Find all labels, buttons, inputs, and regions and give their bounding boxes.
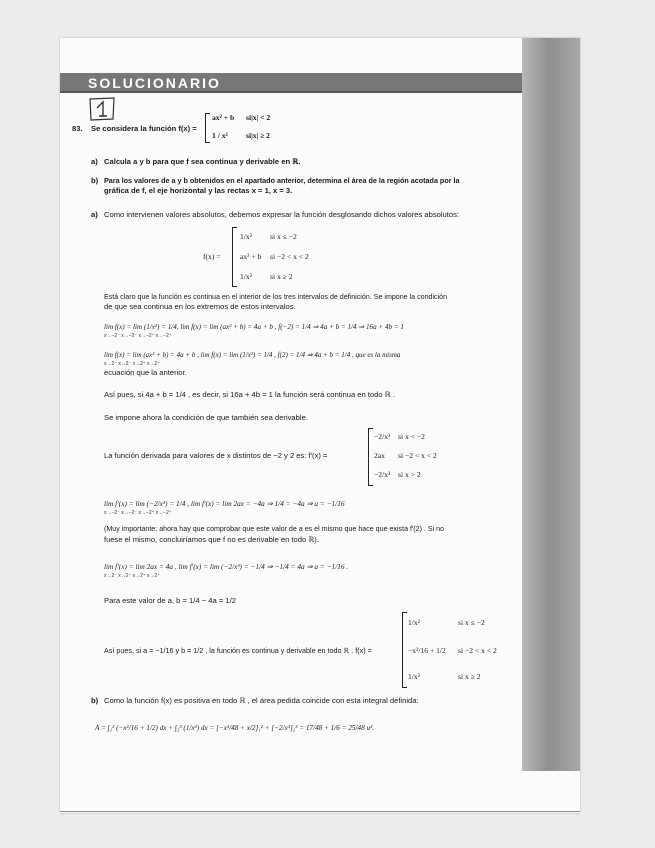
solution-a-label: a) [91,210,98,219]
continuity-conclusion: Así pues, si 4a + b = 1/4 , es decir, si 16a + 4b = 1 la función será continua en todo ℝ . [104,390,395,399]
part-b-label: b) [91,176,99,185]
solution-b-text: Como la función f(x) es positiva en todo ℝ , el área pedida coincide con esta integral definida: [104,696,419,705]
page-title: SOLUCIONARIO [88,75,221,91]
part-a-text: Calcula a y b para que f sea continua y derivable en ℝ. [104,157,301,166]
piece1-expr: 1/x² [240,232,252,241]
page-right-shadow [522,38,580,771]
def-case1-cond: si|x| < 2 [246,113,271,122]
dpiece3-cond: si x > 2 [398,470,421,479]
brace [205,113,210,143]
def-case1-expr: ax² + b [212,113,235,122]
dpiece2-expr: 2ax [374,451,385,460]
piece3-cond: si x ≥ 2 [270,272,293,281]
header-banner [60,73,522,93]
fpiece3-expr: 1/x² [408,672,420,681]
piece3-expr: 1/x² [240,272,252,281]
brace [402,612,407,688]
dpiece3-expr: −2/x³ [374,470,391,479]
continuity-text-1: Está claro que la función es continua en el interior de los tres intervalos de definición. Se impone la condición [104,293,448,301]
derivative-limits-2: lim f′(x) = lim 2ax = 4a , lim f′(x) = lim (−2/x³) = −1/4 ⇒ −1/4 = 4a ⇒ a = −1/16 . [104,562,349,571]
limits-line-2-tail: ecuación que la anterior. [104,368,187,377]
solution-a-intro: Como intervienen valores absolutos, debemos expresar la función desglosando dichos valores absolutos: [104,210,460,219]
important-note-2: fuese el mismo, concluiríamos que f no es derivable en todo ℝ). [104,535,319,544]
fpiece2-expr: −x²/16 + 1/2 [408,646,446,655]
brace [232,227,237,287]
problem-number: 83. [72,124,83,133]
handwritten-mark [87,96,117,122]
derivative-function-text: La función derivada para valores de x distintos de −2 y 2 es: f′(x) = [104,451,328,460]
hand-mark-text: 1 [87,96,88,97]
important-note-1: (Muy importante: ahora hay que comprobar que este valor de a es el mismo que hace que exista f′(2) . Si no [104,525,445,533]
derivative-limits-1: lim f′(x) = lim (−2/x³) = 1/4 , lim f′(x) = lim 2ax = −4a ⇒ 1/4 = −4a ⇒ a = −1/16 [104,499,345,508]
derivative-limits-2-sub: x→2⁻ x→2⁻ x→2⁺ x→2⁺ [104,573,160,579]
limits-line-2-sub: x→2⁻ x→2⁻ x→2⁺ x→2⁺ [104,361,160,367]
b-value: Para este valor de a, b = 1/4 − 4a = 1/2 [104,596,236,605]
def-case2-expr: 1 / x² [212,131,228,140]
part-b-text-2: gráfica de f, el eje horizontal y las rectas x = 1, x = 3. [104,186,293,195]
part-b-text-1: Para los valores de a y b obtenidos en el apartado anterior, determina el área de la región acotada por la [104,176,460,185]
fpiece2-cond: si −2 < x < 2 [458,646,497,655]
piece2-cond: si −2 < x < 2 [270,252,309,261]
area-integral: A = ∫₁² (−x²/16 + 1/2) dx + ∫₂³ (1/x²) dx = [−x³/48 + x/2]₁² + [−2/x³]₂³ = 17/48 + 1/6 = 25/48 u². [95,724,375,732]
part-a-label: a) [91,157,98,166]
dpiece2-cond: si −2 < x < 2 [398,451,437,460]
fpiece1-cond: si x ≤ −2 [458,618,485,627]
limits-line-2: lim f(x) = lim (ax² + b) = 4a + b , lim f(x) = lim (1/x²) = 1/4 , f(2) = 1/4 ⇒ 4a + b = 1/4 , que es la misma [104,351,401,359]
limits-line-1: lim f(x) = lim (1/x²) = 1/4, lim f(x) = lim (ax² + b) = 4a + b , f(−2) = 1/4 ⇒ 4a + b = 1/4 ⇒ 16a + 4b = 1 [104,323,404,331]
fpiece3-cond: si x ≥ 2 [458,672,481,681]
piece2-expr: ax² + b [240,252,262,261]
dpiece1-cond: si x < −2 [398,432,425,441]
problem-statement: Se considera la función f(x) = [91,124,197,133]
final-function-text: Así pues, si a = −1/16 y b = 1/2 , la función es continua y derivable en todo ℝ . f(x) = [104,646,372,655]
derivative-intro: Se impone ahora la condición de que también sea derivable. [104,413,308,422]
piece-lhs: f(x) = [203,252,221,261]
fpiece1-expr: 1/x² [408,618,420,627]
continuity-text-2: de que sea continua en los extremos de estos intervalos. [104,302,296,311]
brace [368,428,373,486]
page-bottom-edge [60,811,580,812]
piece1-cond: si x ≤ −2 [270,232,297,241]
dpiece1-expr: −2/x³ [374,432,391,441]
def-case2-cond: si|x| ≥ 2 [246,131,270,140]
solution-b-label: b) [91,696,99,705]
limits-line-1-sub: x→−2⁻ x→−2⁻ x→−2⁺ x→−2⁺ [104,333,172,339]
derivative-limits-1-sub: x→−2⁻ x→−2⁻ x→−2⁺ x→−2⁺ [104,510,172,516]
